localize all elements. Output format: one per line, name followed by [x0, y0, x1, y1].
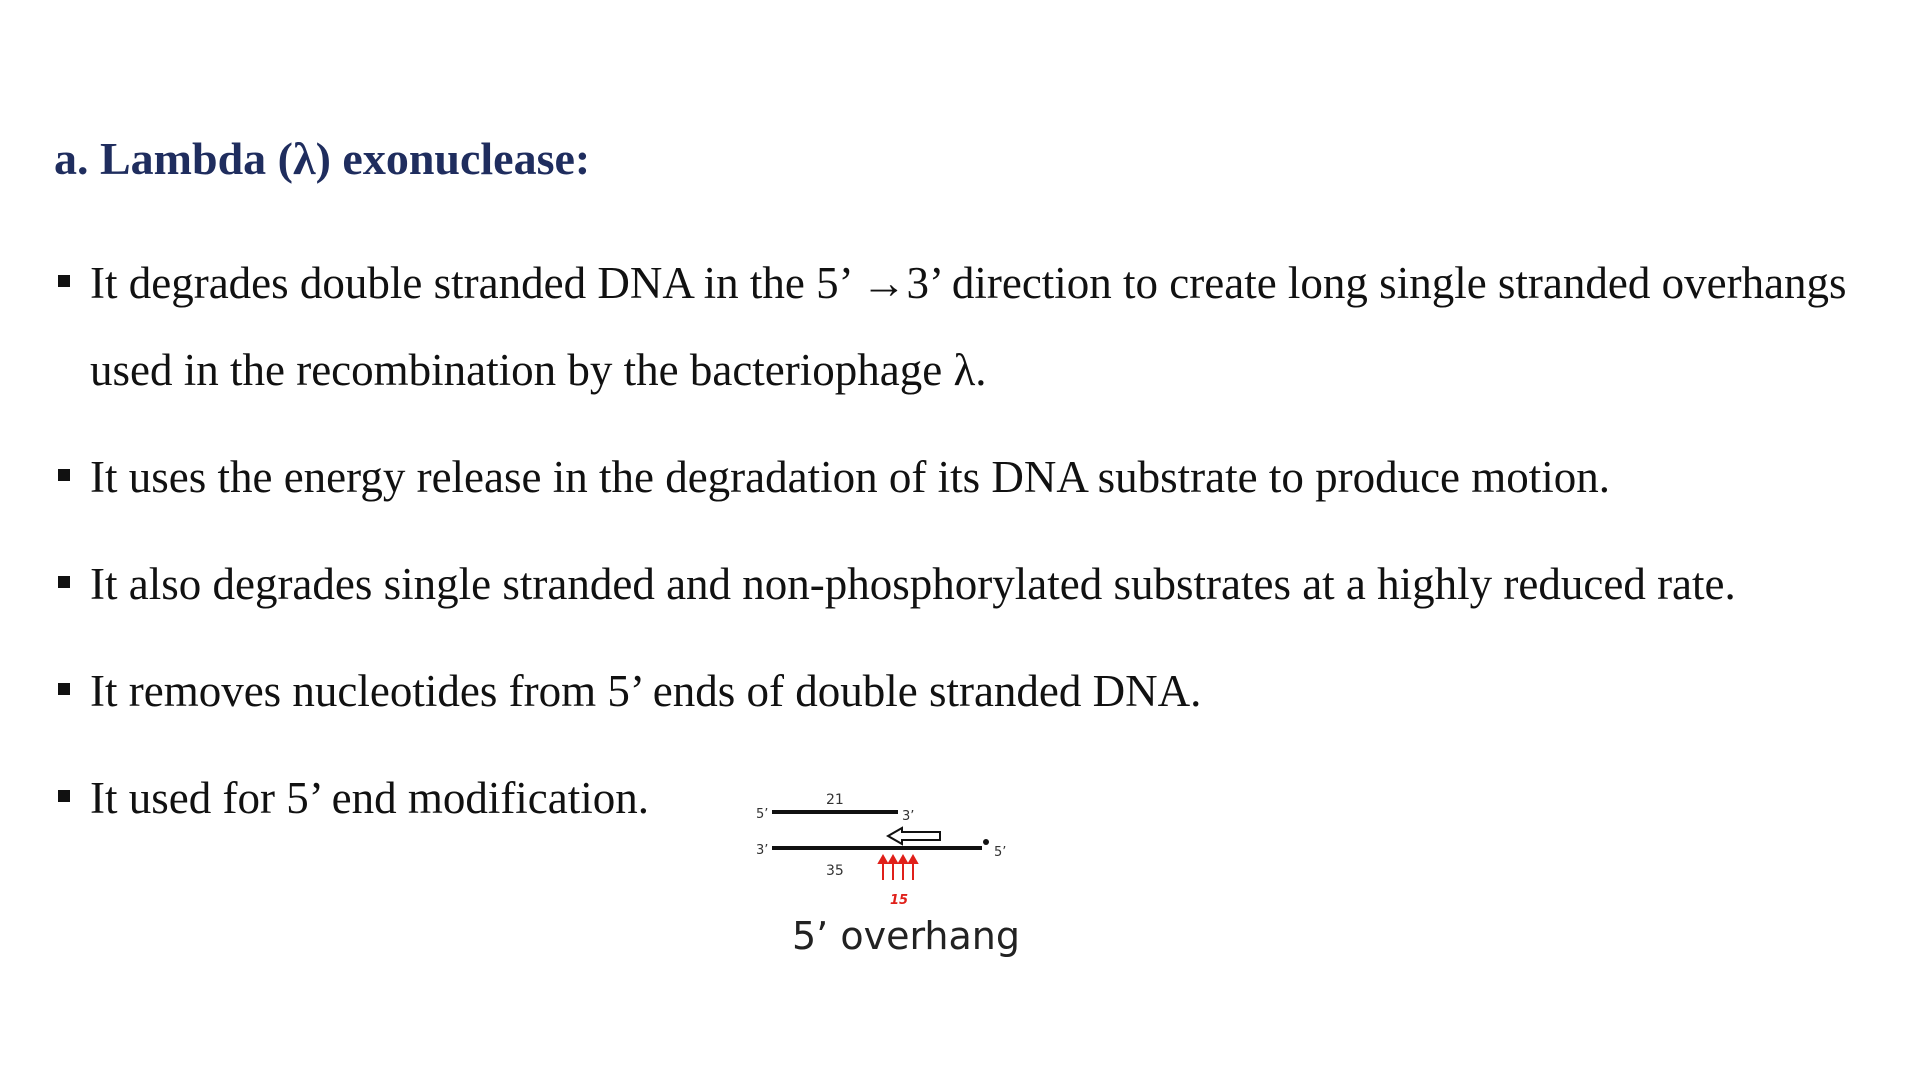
bullet-text: It uses the energy release in the degradation of its DNA substrate to produce motion. [90, 452, 1611, 502]
dna-overhang-diagram [750, 780, 1040, 980]
dna-strands-svg [750, 780, 1040, 920]
cut-marks-icon [879, 856, 917, 880]
bullet-item [54, 541, 1894, 628]
bullet-text: It degrades double stranded DNA in the 5’ →3’ direction to create long single stranded overhangs used in the recombination by the bacteriophage λ. [90, 258, 1847, 395]
bullet-square-icon [58, 683, 70, 695]
phosphate-dot-icon [983, 839, 989, 845]
slide-heading: a. Lambda (λ) exonuclease: [54, 133, 591, 184]
bullet-square-icon [58, 469, 70, 481]
bottom-length-label: 35 [826, 863, 844, 879]
bullet-item [54, 240, 1894, 414]
bullet-square-icon [58, 576, 70, 588]
bullet-item [54, 648, 1894, 735]
bullet-item [54, 434, 1894, 521]
figure-caption: 5’ overhang [792, 914, 1020, 958]
bullet-list [54, 240, 1894, 862]
top-strand-5-label: 5’ [756, 807, 769, 822]
bullet-square-icon [58, 790, 70, 802]
bottom-strand-5-label: 5’ [994, 845, 1007, 860]
bullet-text: It used for 5’ end modification. [90, 773, 650, 823]
bullet-square-icon [58, 275, 70, 287]
top-strand-3-label: 3’ [902, 809, 915, 824]
bullet-text: It removes nucleotides from 5’ ends of double stranded DNA. [90, 666, 1202, 716]
bullet-text: It also degrades single stranded and non-phosphorylated substrates at a highly reduced rate. [90, 559, 1736, 609]
bottom-strand-3-label: 3’ [756, 843, 769, 858]
top-length-label: 21 [826, 792, 844, 808]
degradation-arrow-icon [888, 828, 940, 844]
overhang-length-label: 15 [890, 893, 909, 908]
